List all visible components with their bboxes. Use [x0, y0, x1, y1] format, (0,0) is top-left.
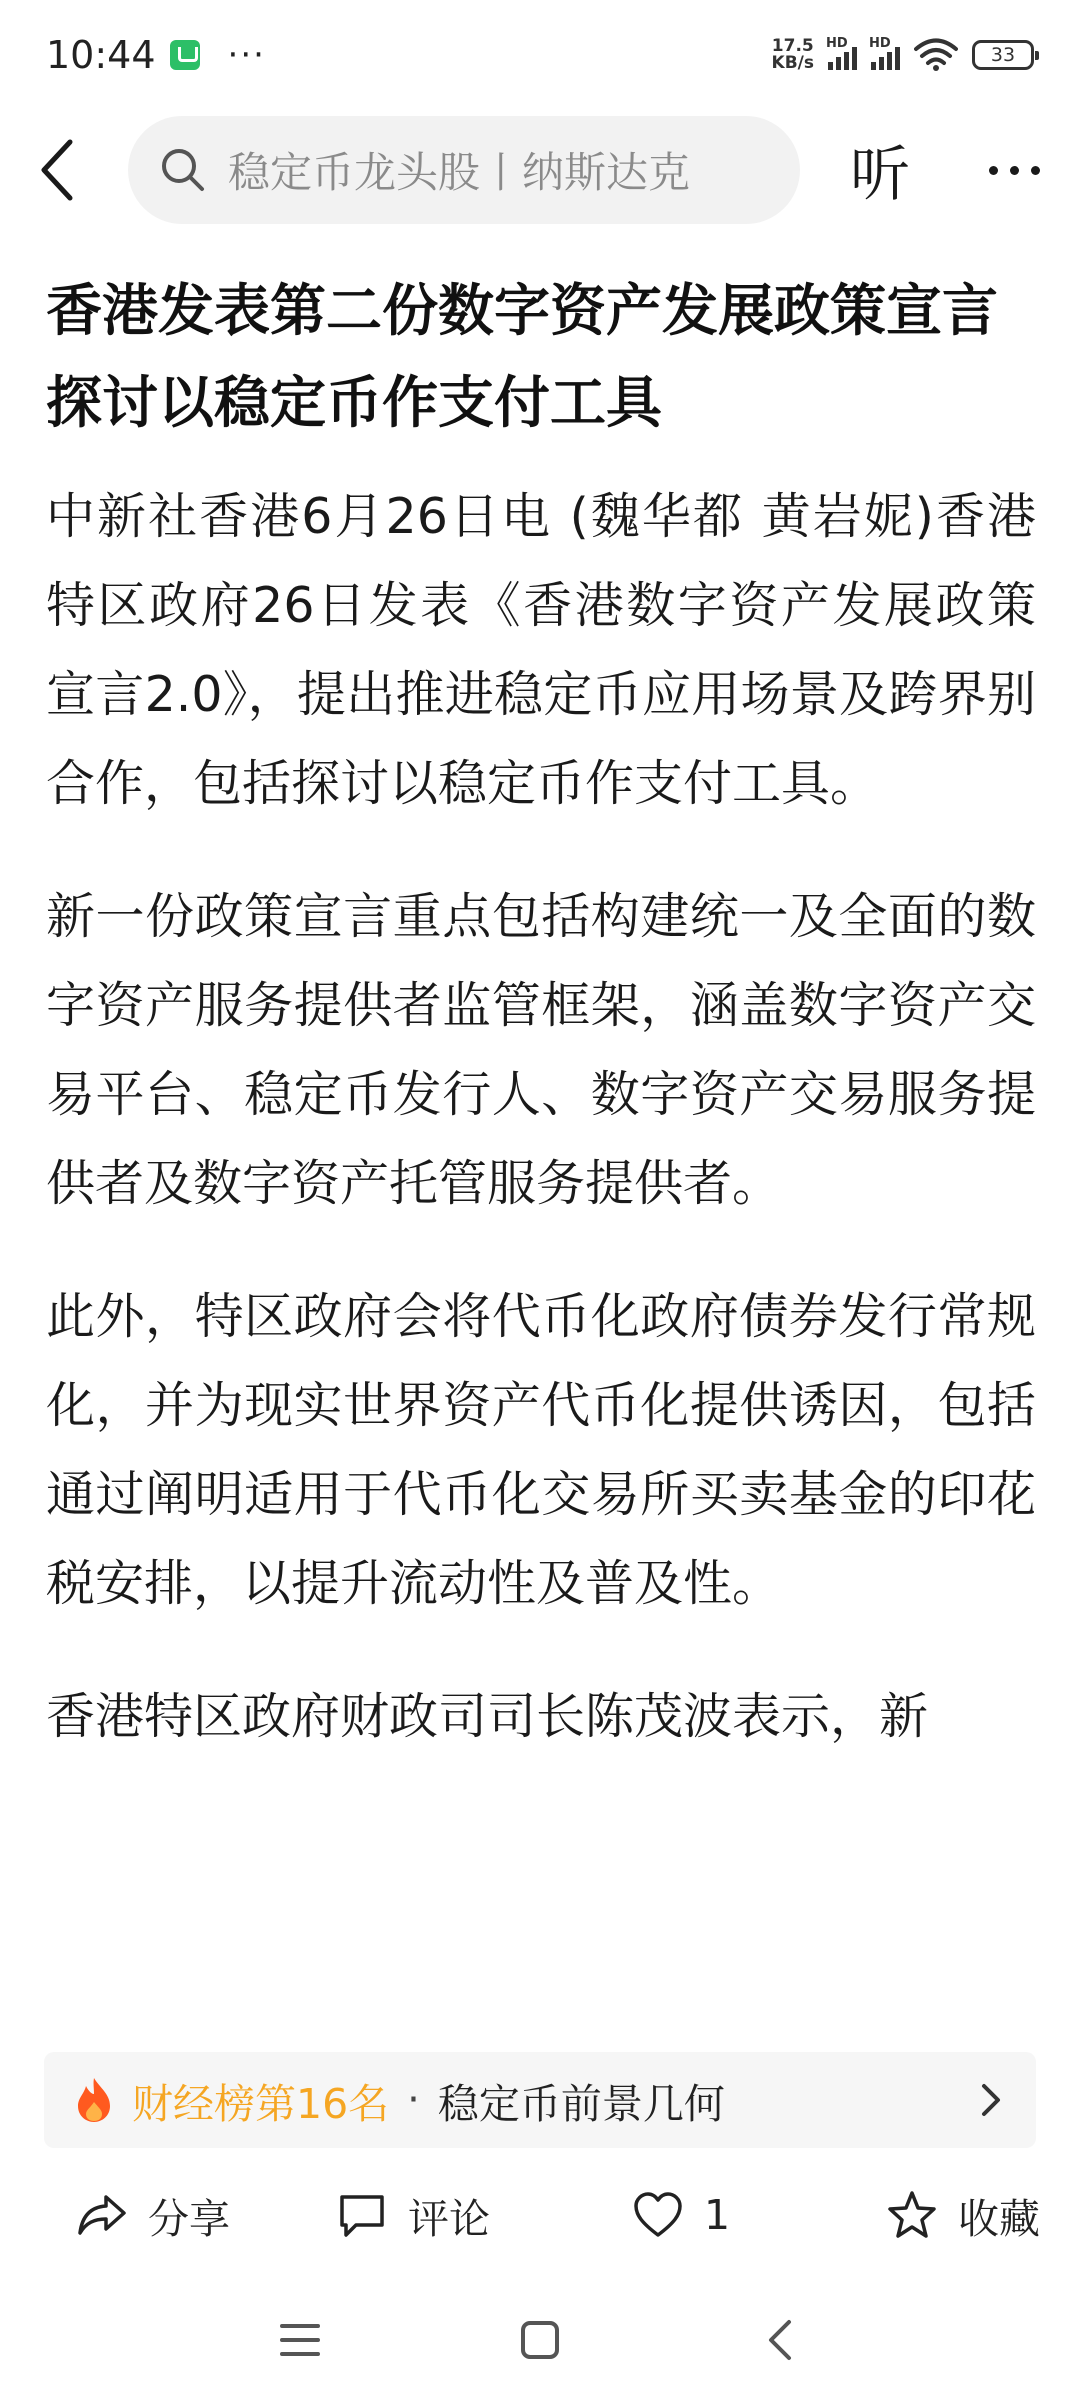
status-more-icon: ···: [227, 35, 266, 75]
status-indicators: [772, 38, 1034, 72]
back-button[interactable]: [38, 130, 98, 210]
article-paragraph: 此外，特区政府会将代币化政府债券发行常规化，并为现实世界资产代币化提供诱因，包括通过阐明适用于代币化交易所买卖基金的印花税安排，以提升流动性及普及性。: [46, 1288, 1036, 1612]
separator-dot: ·: [407, 2077, 420, 2123]
comment-label: 评论: [408, 2194, 490, 2243]
wifi-icon: [914, 38, 958, 72]
recent-apps-button[interactable]: [275, 2315, 325, 2365]
home-button[interactable]: [515, 2315, 565, 2365]
search-input[interactable]: [128, 116, 800, 224]
ranking-banner[interactable]: [44, 2052, 1036, 2148]
menu-icon: [280, 2322, 320, 2358]
search-icon: [158, 145, 208, 195]
like-button[interactable]: [632, 2189, 872, 2241]
status-bar: [0, 0, 1080, 110]
comment-icon: [336, 2189, 388, 2241]
like-count: 1: [704, 2191, 731, 2239]
hd-label: HD: [826, 36, 848, 51]
network-speed: [772, 38, 814, 72]
share-icon: [76, 2189, 128, 2241]
fire-icon: [74, 2076, 114, 2124]
back-triangle-icon: [765, 2318, 795, 2362]
ranking-topic: 稳定币前景几何: [437, 2079, 725, 2128]
system-back-button[interactable]: [755, 2315, 805, 2365]
battery-icon: 33: [972, 40, 1034, 70]
action-bar: [0, 2160, 1080, 2270]
signal-2-icon: [869, 36, 900, 70]
chevron-right-icon: [976, 2080, 1006, 2120]
favorite-label: 收藏: [958, 2194, 1040, 2243]
article-paragraph: 香港特区政府财政司司长陈茂波表示，新: [46, 1688, 929, 1745]
search-placeholder: 稳定币龙头股丨纳斯达克: [228, 148, 691, 197]
notification-app-icon: [170, 40, 200, 70]
star-icon: [886, 2189, 938, 2241]
listen-button[interactable]: 听: [850, 140, 910, 210]
top-nav: [0, 110, 1080, 230]
status-time: 10:44: [46, 33, 156, 77]
system-nav-bar: [0, 2280, 1080, 2400]
back-arrow-icon: [38, 138, 78, 202]
favorite-button[interactable]: [886, 2186, 1040, 2245]
heart-icon: [632, 2189, 684, 2241]
comment-button[interactable]: [336, 2186, 632, 2245]
article-title: 香港发表第二份数字资产发展政策宣言 探讨以稳定币作支付工具: [46, 279, 998, 436]
hd-label: HD: [869, 36, 891, 51]
article-paragraph: 新一份政策宣言重点包括构建统一及全面的数字资产服务提供者监管框架，涵盖数字资产交易平台、稳定币发行人、数字资产交易服务提供者及数字资产托管服务提供者。: [46, 888, 1036, 1212]
article-paragraph: 中新社香港6月26日电 (魏华都 黄岩妮)香港特区政府26日发表《香港数字资产发展政策宣言2.0》，提出推进稳定币应用场景及跨界别合作，包括探讨以稳定币作支付工具。: [46, 488, 1036, 812]
more-options-button[interactable]: [989, 166, 1040, 175]
network-speed-unit: KB/s: [771, 53, 814, 73]
square-icon: [520, 2320, 560, 2360]
article-content: [46, 266, 1036, 2028]
rank-label: 财经榜第16名: [132, 2079, 390, 2128]
signal-1-icon: [826, 36, 857, 70]
share-label: 分享: [148, 2194, 230, 2243]
share-button[interactable]: [76, 2186, 336, 2245]
network-speed-value: 17.5: [771, 36, 814, 56]
